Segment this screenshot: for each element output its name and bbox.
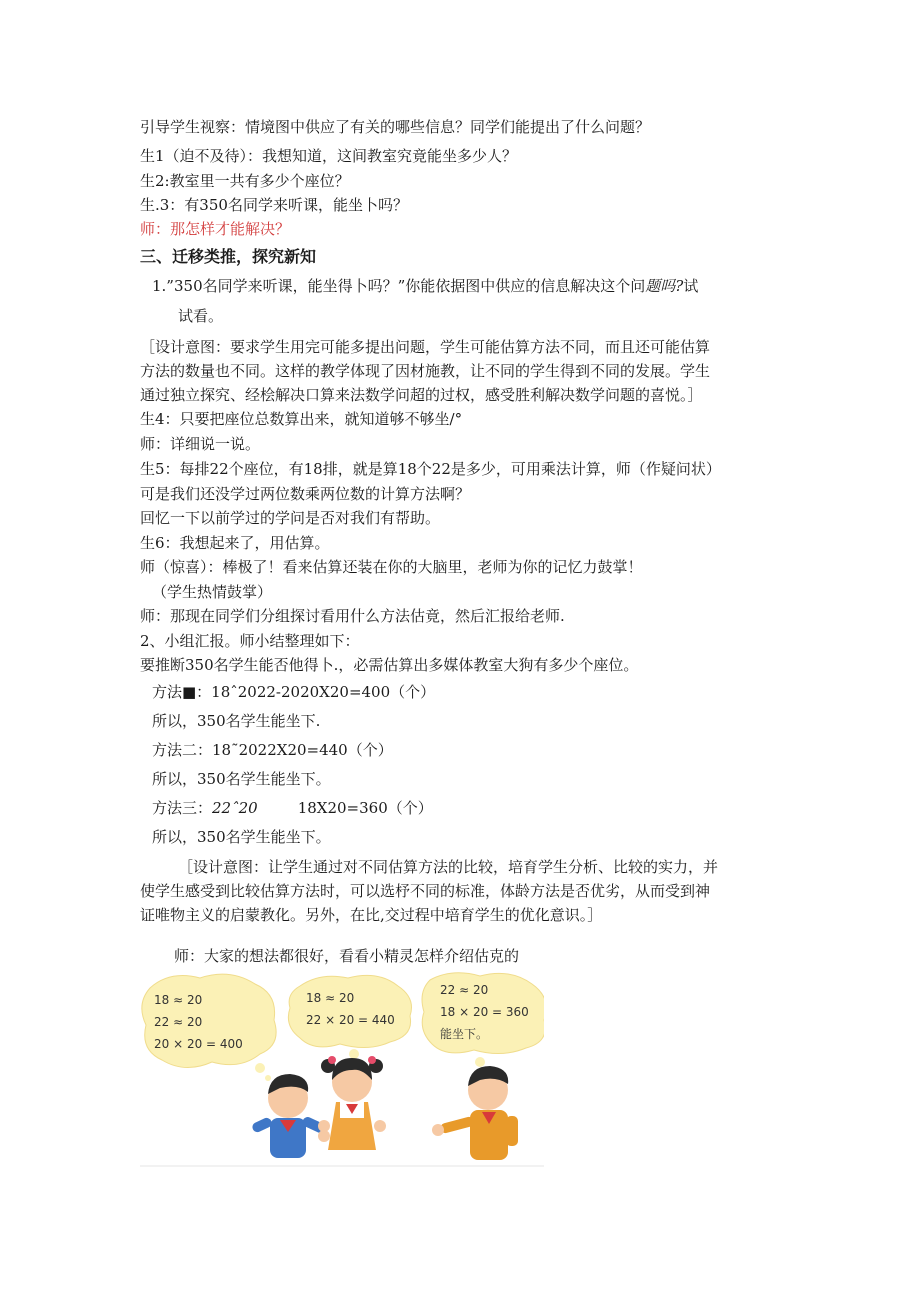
recall-line: 回忆一下以前学过的学问是否对我们有帮助。 (140, 509, 441, 527)
point1-end: 试 (683, 277, 699, 295)
method1-result: 所以，350名学生能坐下. (152, 712, 321, 730)
method3-estimate: 22ˆ20 (212, 799, 258, 817)
bubble1-tail-dot1 (255, 1063, 265, 1073)
design-note1-line3: 通过独立探究、经桧解决口算来法数学问超的过权，感受胜利解决数学问题的喜悦。］ (140, 386, 703, 404)
speech-bubble-2 (288, 975, 411, 1047)
boy-left-figure (251, 1074, 330, 1158)
teacher-group: 师：那现在同学们分组探讨看用什么方法估竟，然后汇报给老师. (140, 607, 565, 625)
boy-right-figure (432, 1066, 518, 1160)
point2-line: 2、小组汇报。师小结整理如下： (140, 632, 360, 650)
teacher-praise: 师（惊喜）：棒极了！看来估算还装在你的大脑里，老师为你的记忆力鼓掌！ (140, 558, 643, 576)
design-note2-line1: ［设计意图：让学生通过对不同估算方法的比较，培育学生分析、比较的实力，并 (178, 858, 719, 876)
design-note1-line1: ［设计意图：要求学生用完可能多提出问题，学生可能估算方法不同，而且还可能估算 (140, 338, 711, 356)
applause-line: （学生热情鼓掌） (152, 583, 273, 601)
student2-line: 生2:教室里一共有多少个座位？ (140, 172, 350, 190)
point1-line (152, 276, 698, 296)
method3-label: 方法三： (152, 799, 213, 817)
design-note1-line2: 方法的数量也不同。这样的教学体现了因材施教，让不同的学生得到不同的发展。学生 (140, 362, 711, 380)
student4-line: 生4：只要把座位总数算出来，就知道够不够坐/° (140, 410, 463, 428)
bubble1-line1: 18 ≈ 20 (154, 993, 203, 1007)
estimation-illustration (140, 970, 544, 1170)
bubble2-line2: 22 × 20 = 440 (306, 1013, 395, 1027)
method1: 方法■：18ˆ2022-2020X20=400（个） (152, 683, 436, 701)
method3 (152, 798, 433, 818)
bubble3-line2: 18 × 20 = 360 (440, 1005, 529, 1019)
bubble2-line1: 18 ≈ 20 (306, 991, 355, 1005)
bubble3-line3: 能坐下。 (440, 1027, 489, 1041)
design-note2-line2: 使学生感受到比较估算方法时，可以选杼不同的标准，体龄方法是否优劣，从而受到神 (140, 882, 711, 900)
bubble1-line2: 22 ≈ 20 (154, 1015, 203, 1029)
design-note2-line3: 证唯物主义的启蒙教化。另外，在比,交过程中培育学生的优化意识。］ (140, 906, 603, 924)
judge-line: 要推断350名学生能否他得卜.，必需估算出多媒体教室大狗有多少个座位。 (140, 656, 639, 674)
section-heading: 三、迁移类推，探究新知 (140, 247, 317, 266)
point1-text: 1.”350名同学来听课，能坐得卜吗？”你能依据图中供应的信息解决这个问 (152, 277, 646, 295)
method2-result: 所以，350名学生能坐下。 (152, 770, 331, 788)
method3-result: 所以，350名学生能坐下。 (152, 828, 331, 846)
illustration-svg (140, 970, 544, 1170)
bubble2-tail-dot1 (349, 1049, 359, 1059)
bubble1-tail-dot2 (265, 1075, 271, 1081)
teacher-question: 师：那怎样才能解决？ (140, 220, 291, 238)
point1-italic: 题吗? (645, 277, 684, 295)
point1-continuation: 试看。 (178, 307, 224, 325)
bubble3-tail-dot1 (475, 1057, 485, 1067)
bubble3-line1: 22 ≈ 20 (440, 983, 489, 997)
intro-line: 引导学生视察：情境图中供应了有关的哪些信息？同学们能提出了什么问题？ (140, 118, 651, 136)
method2: 方法二：18˜2022X20=440（个） (152, 741, 393, 759)
student6-line: 生6：我想起来了，用估算。 (140, 534, 330, 552)
bubble1-line3: 20 × 20 = 400 (154, 1037, 243, 1051)
method3-calc: 18X20=360（个） (297, 799, 433, 817)
student5-line: 生5：每排22个座位，有18排，就是算18个22是多少，可用乘法计算，师（作疑问状） (140, 460, 721, 478)
student5-line2: 可是我们还没学过两位数乘两位数的计算方法啊？ (140, 485, 471, 503)
student3-line: 生.3：有350名同学来听课，能坐卜吗？ (140, 196, 408, 214)
student1-line: 生1（迫不及待）：我想知道，这间教室究竟能坐多少人？ (140, 147, 518, 165)
teacher-final: 师：大家的想法都很好，看看小精灵怎样介绍估克的 (174, 947, 520, 965)
teacher-explain: 师：详细说一说。 (140, 435, 261, 453)
